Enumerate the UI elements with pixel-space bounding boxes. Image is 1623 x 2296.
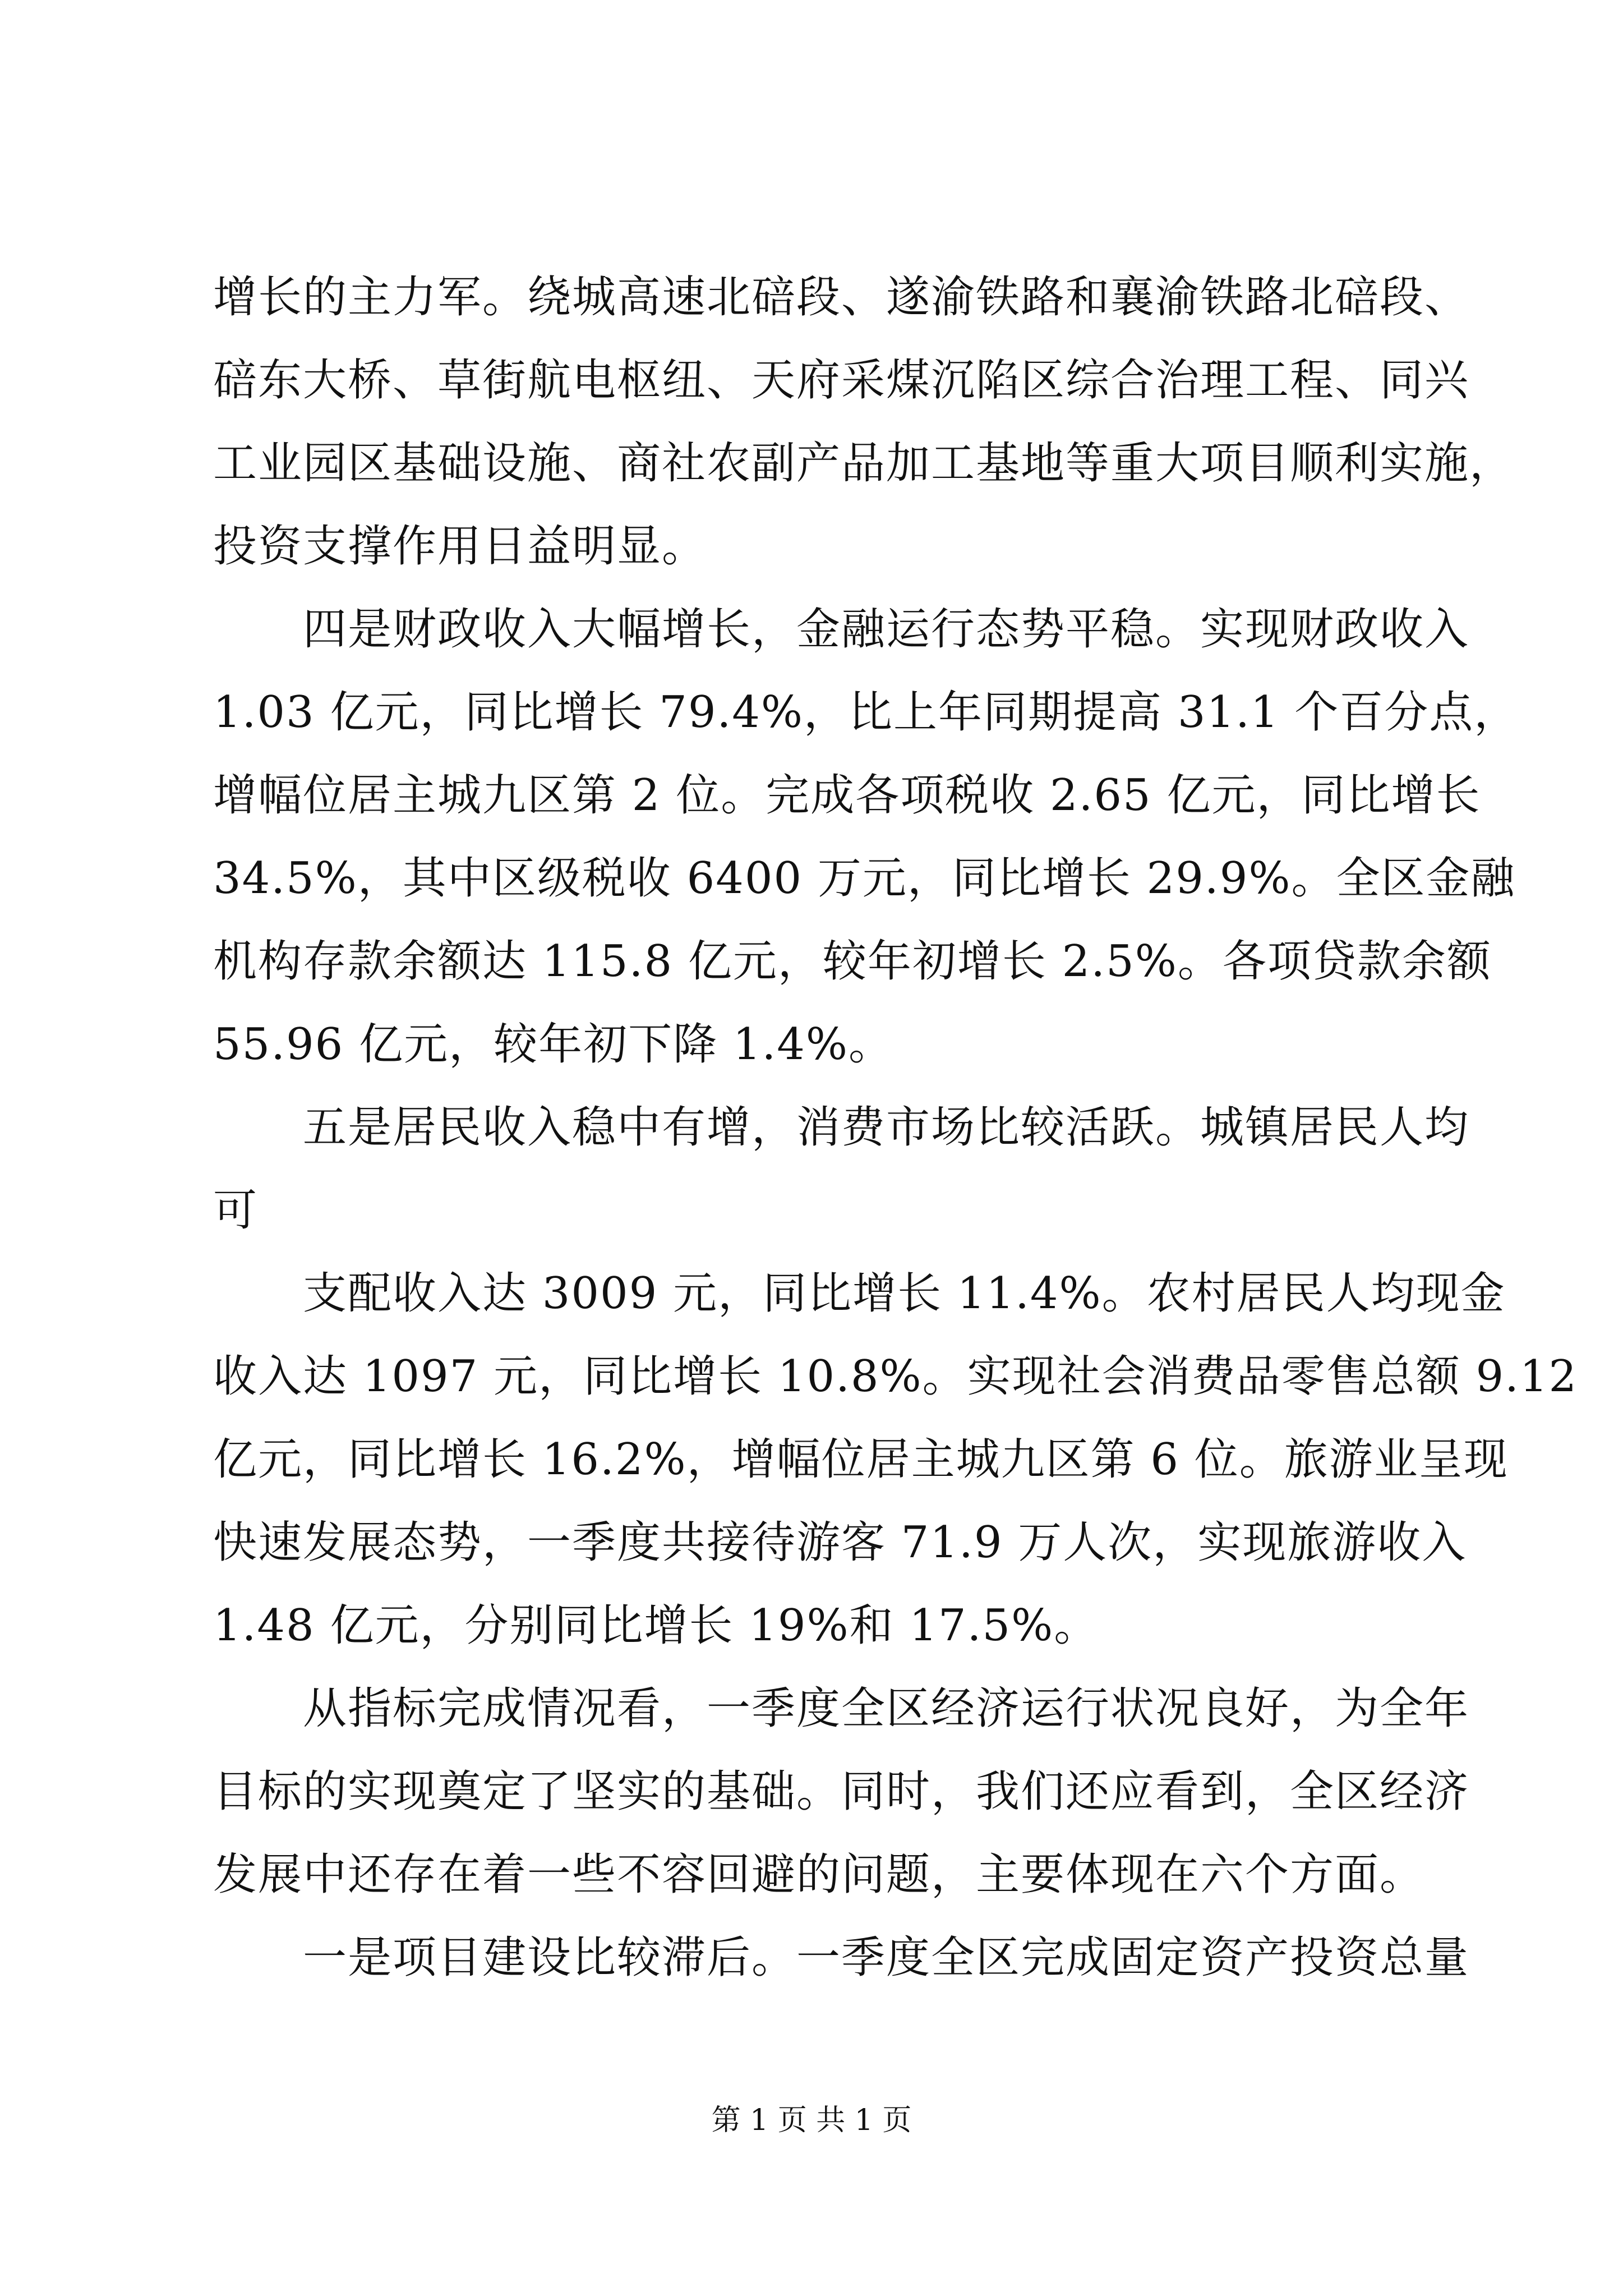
text-line: 目标的实现奠定了坚实的基础。同时，我们还应看到，全区经济 [213,1766,1470,1817]
text-line: 收入达 1097 元，同比增长 10.8%。实现社会消费品零售总额 9.12 [213,1351,1578,1402]
paragraph-start: 四是财政收入大幅增长，金融运行态势平稳。实现财政收入 [303,604,1470,655]
text-line: 1.03 亿元，同比增长 79.4%，比上年同期提高 31.1 个百分点， [213,687,1519,738]
text-line: 快速发展态势，一季度共接待游客 71.9 万人次，实现旅游收入 [213,1517,1467,1568]
text-line: 机构存款余额达 115.8 亿元，较年初增长 2.5%。各项贷款余额 [213,936,1492,987]
text-line: 增长的主力军。绕城高速北碚段、遂渝铁路和襄渝铁路北碚段、 [213,272,1470,323]
text-line: 增幅位居主城九区第 2 位。完成各项税收 2.65 亿元，同比增长 [213,770,1481,821]
text-line: 工业园区基础设施、商社农副产品加工基地等重大项目顺利实施， [213,438,1515,489]
text-line: 投资支撑作用日益明显。 [213,521,707,572]
text-line: 亿元，同比增长 16.2%，增幅位居主城九区第 6 位。旅游业呈现 [213,1434,1509,1485]
paragraph-start: 支配收入达 3009 元，同比增长 11.4%。农村居民人均现金 [303,1268,1506,1319]
paragraph-start: 一是项目建设比较滞后。一季度全区完成固定资产投资总量 [303,1932,1470,1983]
text-line: 碚东大桥、草街航电枢纽、天府采煤沉陷区综合治理工程、同兴 [213,355,1470,406]
paragraph-start: 从指标完成情况看，一季度全区经济运行状况良好，为全年 [303,1683,1470,1734]
text-line: 55.96 亿元，较年初下降 1.4%。 [213,1019,894,1070]
page-footer: 第 1 页 共 1 页 [711,2104,912,2137]
text-line: 可 [213,1185,259,1236]
text-line: 发展中还存在着一些不容回避的问题，主要体现在六个方面。 [213,1849,1425,1900]
text-line: 34.5%，其中区级税收 6400 万元，同比增长 29.9%。全区金融 [213,853,1516,904]
text-line: 1.48 亿元，分别同比增长 19%和 17.5%。 [213,1600,1099,1651]
paragraph-start: 五是居民收入稳中有增，消费市场比较活跃。城镇居民人均 [303,1102,1470,1153]
